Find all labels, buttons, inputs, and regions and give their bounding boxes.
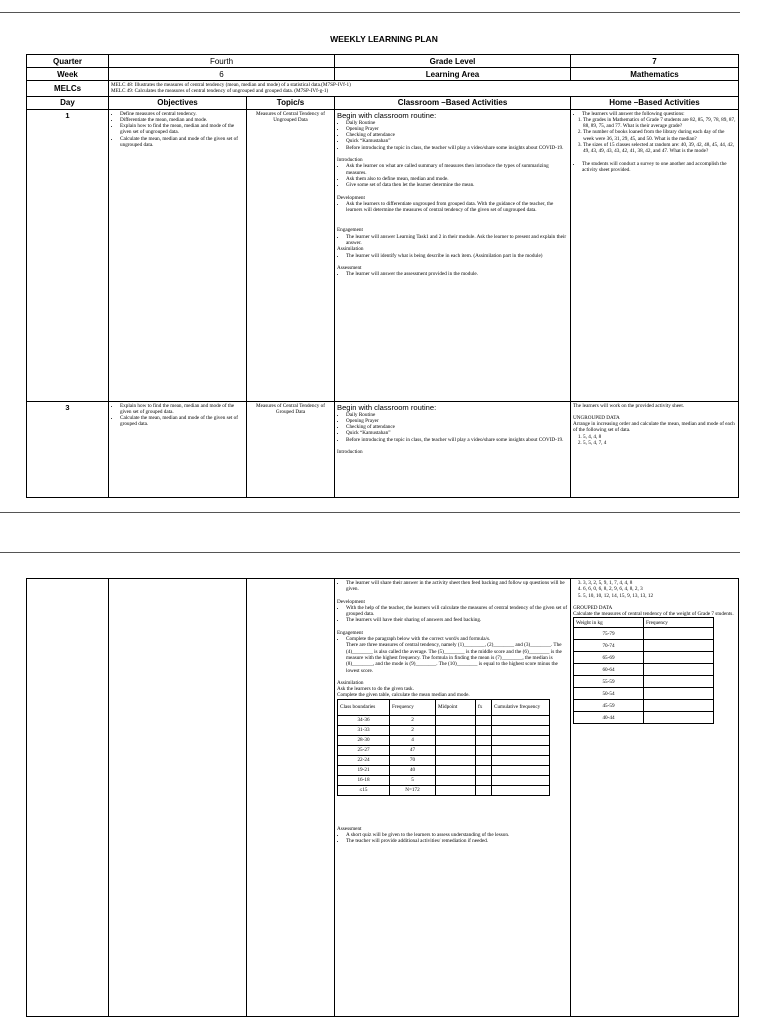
intro-item: • Give some set of data then let the learner determine the mean. [346,182,568,188]
day-1-row [27,109,739,401]
home-question: 2. The number of books loaned from the library during each day of the week were 36, 31, 29, 45, and 50. What is the median? [583,129,736,142]
day-3-classroom-continued [335,579,571,1017]
th-class-boundaries: Class boundaries [338,699,390,715]
class-cell: 28-30 [338,735,390,745]
th-weight-frequency: Frequency [644,618,714,628]
freq-cell: 40 [390,765,436,775]
melcs-text [109,81,739,97]
data-set: 2. 5, 5, 4, 7, 4 [583,440,736,446]
day-3-classroom [335,401,571,497]
class-cell: 22-24 [338,755,390,765]
table-row [338,765,550,775]
assessment-item: • The teacher will provide additional activities/ remediation if needed. [346,838,568,844]
header-row-quarter [27,55,739,68]
header-row-week [27,68,739,81]
melc-49: MELC 49: Calculates the measures of central tendency of ungrouped and grouped data. (M7SP-IVf-g-1) [111,88,329,95]
data-set: 3. 3, 3, 2, 5, 9, 1, 7, 4, 4, 8 [583,580,736,586]
day-3-home-continued [571,579,739,1017]
melcs-label: MELCs [27,81,109,97]
assessment-heading: Assessment [337,264,362,271]
routine-item: • Before introducing the topic in class, the teacher will play a video/share some insights about COVID-19. [346,437,568,443]
table-row [338,735,550,745]
quarter-label: Quarter [27,55,109,68]
objective-item: • Calculate the mean, median and mode of the given set of ungrouped data. [120,136,244,149]
day-3: 3 [27,401,109,497]
col-classroom: Classroom –Based Activities [335,96,571,109]
freq-cell: 2 [390,715,436,725]
weight-cell: 55-59 [574,676,644,688]
weight-cell: 70-74 [574,640,644,652]
day-3-objectives [109,401,247,497]
introduction-heading: Introduction [337,157,363,164]
grouped-desc: Calculate the measures of central tendency of the weight of Grade 7 students. [573,611,734,618]
fill-in-paragraph: There are three measures of central tendency, namely (1)________, (2)________ and (3)________. The (4)________ is also called the average. The (5)________ is the middle score and the (6)________ is the measure with the highest frequency. The formula in finding the mean is (7)________, the median is (8)________, and the mode is (9)________. The (10)________ is equal to the highest score minus the lowest score. [346,642,562,674]
table-row [574,676,714,688]
table-row [574,664,714,676]
engagement-heading: Engagement [337,629,363,636]
home-question: 3. The sizes of 15 classes selected at random are: 40, 39, 42, 48, 45, 44, 42, 49, 43, 49, 43, 43, 42, 41, 38, 42, and 47. What is the mode? [583,142,736,155]
weight-cell: 50-54 [574,688,644,700]
objective-item: • Differentiate the mean, median and mode. [120,117,244,123]
freq-cell: 70 [390,755,436,765]
grouped-title: GROUPED DATA [573,604,613,611]
top-rule [0,12,740,13]
melc-48: MELC 48: Illustrates the measures of central tendency (mean, median and mode) of a statistical data.(M7SP-IVf-1) [111,82,351,88]
assessment-heading: Assessment [337,825,362,832]
freq-cell: N=172 [390,785,436,795]
table-row [574,712,714,724]
assimilation-line: Ask the learners to do the given task. [337,686,414,693]
weight-cell: 60-64 [574,664,644,676]
data-set: 5. 5, 10, 10, 12, 14, 15, 9, 13, 13, 12 [583,593,736,599]
objective-item: • Explain how to find the mean, median and mode of the given set of grouped data. [120,403,244,416]
day-1-classroom [335,109,571,401]
routine-item: • Quick “Kamustahan” [346,138,568,144]
day-1: 1 [27,109,109,401]
weight-table [573,617,714,724]
class-cell: 31-33 [338,725,390,735]
objectives-cell-empty [109,579,247,1017]
routine-item: • Before introducing the topic in class, the teacher will play a video/share some insights about COVID-19. [346,145,568,151]
page-break-rule [0,512,740,513]
freq-cell: 2 [390,725,436,735]
table-row [574,688,714,700]
day-1-home [571,109,739,401]
assessment-item: • A short quiz will be given to the learners to assess understanding of the lesson. [346,832,568,838]
learning-plan-table-continued [26,578,739,1017]
th-fx: fx [476,699,492,715]
table-row [338,775,550,785]
development-item: • Ask the learners to differentiate ungrouped from grouped data. With the guidance of the teacher, the learners will determine the measures of central tendency of the given set of ungrouped data. [346,201,568,214]
grade-label: Grade Level [335,55,571,68]
th-weight: Weight in kg [574,618,644,628]
development-item: • The learners will have their sharing of answers and feed backing. [346,617,568,623]
area-value: Mathematics [571,68,739,81]
week-value: 6 [109,68,335,81]
quarter-value: Fourth [109,55,335,68]
frequency-table [337,699,550,796]
day-3-topic: Measures of Central Tendency of Grouped Data [247,401,335,497]
assimilation-item: • The learner will identify what is being describe in each item. (Assimilation part in the module) [346,253,568,259]
day-1-topic: Measures of Central Tendency of Ungrouped Data [247,109,335,401]
development-heading: Development [337,194,365,201]
objective-item: • Explain how to find the mean, median and mode of the given set of ungrouped data. [120,123,244,136]
weight-cell: 65-69 [574,652,644,664]
melcs-row [27,81,739,97]
page-title: WEEKLY LEARNING PLAN [330,34,438,44]
th-midpoint: Midpoint [436,699,476,715]
day-1-objectives [109,109,247,401]
col-objectives: Objectives [109,96,247,109]
routine-item: • Checking of attendance [346,132,568,138]
table-row [338,755,550,765]
table-row [574,652,714,664]
table-row [338,785,550,795]
engagement-item: • Complete the paragraph below with the correct word/s and formula/s. [346,636,568,642]
th-frequency: Frequency [390,699,436,715]
intro-item: • Ask the learner on what are called summary of measures then introduce the types of summarizing measures. [346,163,568,176]
table-row [338,715,550,725]
weight-cell: 45-59 [574,700,644,712]
home-intro: The learners will work on the provided activity sheet. [573,402,685,409]
introduction-heading: Introduction [337,449,363,456]
day-cell-empty [27,579,109,1017]
table-row [338,745,550,755]
weight-cell: 75-79 [574,628,644,640]
assimilation-heading: Assimilation [337,679,364,686]
column-header-row [27,96,739,109]
col-day: Day [27,96,109,109]
class-cell: 25-27 [338,745,390,755]
routine-item: • Opening Prayer [346,126,568,132]
ungrouped-desc: Arrange in increasing order and calculate the mean, median and mode of each of the following set of data. [573,421,735,434]
objective-item: • Define measures of central tendency. [120,111,244,117]
table-row [574,628,714,640]
day-3-home [571,401,739,497]
home-intro: • The learners will answer the following questions: [582,111,736,117]
intro-item: • Ask them also to define mean, median and mode. [346,176,568,182]
col-topics: Topic/s [247,96,335,109]
begin-routine-heading: Begin with classroom routine: [337,402,437,412]
intro-item: • The learner will share their answer in the activity sheet then feed backing and follow up questions will be given. [346,580,568,593]
objective-item: • Calculate the mean, median and mode of the given set of grouped data. [120,415,244,428]
topic-cell-empty [247,579,335,1017]
assessment-item: • The learner will answer the assessment provided in the module. [346,271,568,277]
routine-item: • Daily Routine [346,412,568,418]
engagement-heading: Engagement [337,227,363,234]
learning-plan-table [26,54,739,498]
th-cumulative: Cumulative frequency [492,699,550,715]
table-row [574,640,714,652]
routine-item: • Quick “Kamustahan” [346,430,568,436]
class-cell: 16-18 [338,775,390,785]
routine-item: • Daily Routine [346,120,568,126]
freq-cell: 4 [390,735,436,745]
page-top-rule [0,552,740,553]
day-3-row [27,401,739,497]
table-row [338,725,550,735]
routine-item: • Checking of attendance [346,424,568,430]
area-label: Learning Area [335,68,571,81]
assimilation-heading: Assimilation [337,246,364,253]
home-survey: • The students will conduct a survey to one another and accomplish the activity sheet provided. [582,161,736,174]
class-cell: 19-21 [338,765,390,775]
day-3-continued-row [27,579,739,1017]
weight-cell: 40-44 [574,712,644,724]
assimilation-line: Complete the given table, calculate the mean median and mode. [337,692,470,699]
table-row [574,700,714,712]
col-home: Home –Based Activities [571,96,739,109]
class-cell: ≤15 [338,785,390,795]
class-cell: 34-36 [338,715,390,725]
begin-routine-heading: Begin with classroom routine: [337,110,437,120]
routine-item: • Opening Prayer [346,418,568,424]
data-set: 4. 6, 6, 0, 6, 8, 2, 9, 6, 4, 8, 2, 3 [583,586,736,592]
data-set: 1. 5, 4, 4, 8 [583,434,736,440]
ungrouped-title: UNGROUPED DATA [573,414,620,421]
development-item: • With the help of the teacher, the learners will calculate the measures of central tendency of the given set of grouped data. [346,605,568,618]
freq-cell: 47 [390,745,436,755]
engagement-item: • The learner will answer Learning Task1 and 2 in their module. Ask the learner to present and explain their answer. [346,234,568,247]
freq-cell: 5 [390,775,436,785]
grade-value: 7 [571,55,739,68]
home-question: 1. The grades in Mathematics of Grade 7 students are 82, 85, 79, 78, 89, 87, 88, 89, 75, and 77. What is their average grade? [583,117,736,130]
development-heading: Development [337,598,365,605]
week-label: Week [27,68,109,81]
